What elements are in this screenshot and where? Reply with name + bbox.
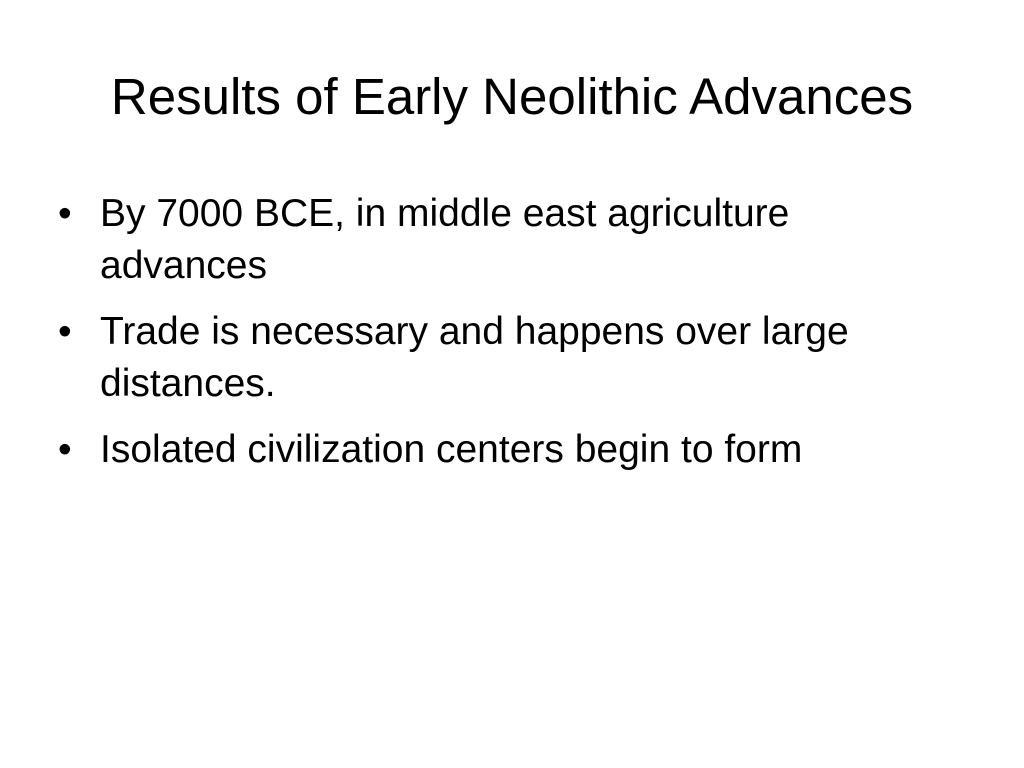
bullet-item xyxy=(58,188,938,292)
bullet-marker: • xyxy=(58,192,72,235)
bullet-text: Isolated civilization centers begin to form xyxy=(100,428,803,471)
bullet-marker: • xyxy=(58,428,72,471)
bullet-text: By 7000 BCE, in middle east agriculture advances xyxy=(100,192,790,287)
bullet-text: Trade is necessary and happens over large distances. xyxy=(100,310,849,405)
bullet-item xyxy=(58,424,938,476)
bullet-item xyxy=(58,306,938,410)
bullet-list xyxy=(58,188,938,490)
bullet-marker: • xyxy=(58,310,72,353)
slide-title: Results of Early Neolithic Advances xyxy=(110,68,914,125)
